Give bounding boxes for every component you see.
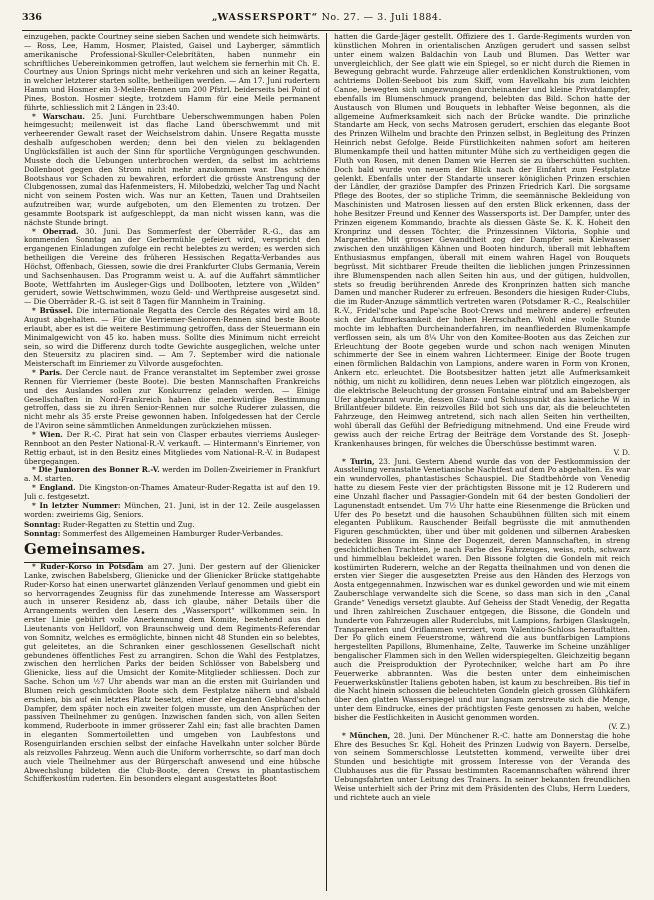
article-warschau: [24, 113, 320, 228]
dateline-potsdam: * Ruder-Korso in Potsdam: [32, 562, 144, 572]
article-potsdam-text: am 27. Juni. Der gestern auf der Glienicker Lanke, zwischen Babelsberg, Glienicke und der Glienicker Brücke stattgehabte Ruder-Korso hat einen unerwartet glänzenden Verlauf genommen und giebt ein so hervorragendes Zeugniss für das zunehmende Interesse am Wassersport auch in unserer Residenz ab, dass ich glaube, näher Details über die Arrangements werden den Lesern des „Wassersport“ willkommen sein. In erster Linie gebührt volle Anerkennung dem Komite, bestehend aus den Lieutenants von Helldorf, von Braunschweig und dem Regiments-Referendar von Somnitz, welches es ermöglichte, binnen nicht 48 Stunden ein so belebtes, gut geleitetes, an die Schranken einer geschlossenen Gesellschaft nicht gebundenes öffentliches Fest zu arrangiren. Schon die Wahl des Festplatzes, zwischen den herrlichen Parks der beiden Schlösser von Babelsberg und Glienicke, liess auf die Umsicht der Komite-Mitglieder schliessen. Doch zur Sache. Schon um ½7 Uhr abends war man an die ersten mit Guirlanden und Blumen reich geschmückten Boote sich dem Festplatze nähern und alsbald erschien, bis auf ein letztes Platz besetzt, einer der eleganten Gebhard'schen Dampfer, dem später noch ein zweiter folgen musste, um den Ansprüchen der passiven Theilnehmer zu genügen. Inzwischen fanden sich, von allen Seiten kommend, Ruderboote in immer grösserer Zahl ein; fast alle brachten Damen in eleganten Sommertoiletten und umgeben von Laubfestons und Rosenguirlanden erschien selbst der einfache Havelkahn unter solcher Bürde als reizvolles Fahrzeug. Wenn auch die Uniform vorherrschte, so darf man doch auch viele Theilnehmer aus der Bürgerschaft anwesend und eine hübsche Abwechslung bildeten die Club-Boote, deren Crews in phantastischem Schifferkostüm ruderten. Ein besonders elegant ausgestattetes Boot: [24, 562, 320, 784]
schedule-text: Ruder-Regatten zu Stettin und Zug.: [60, 520, 195, 530]
article-warschau-text: 25. Juni. Furchtbare Ueberschwemmungen haben Polen heimgesucht; meilenweit ist das flache Land überschwemmt und mit verheerender Gewalt raset der Weichselstrom dahin. Unsere Regatta musste deshalb aufgeschoben werden; denn bei den vielen zu beklagenden Unglücksfällen ist auch der Sinn für sportliche Vergnügungen geschwunden. Musste doch die Uebungen unterbrochen werden, da selbst im achtriems Dollenboot gegen den Strom nicht mehr anzukommen war. Das schöne Bootshaus vor Schaden zu bewahren, erfordert die grösste Anstrengung der Clubgenossen, zumal das Hafenmeisters, H. Miłobedzki, welcher Tag und Nacht nicht von seinem Posten wich. Was nur an Ketten, Tauen und Drahtseilen aufzutreiben war, wurde aufgeboten, um den Elementen zu trotzen. Der gesammte Bootspark ist aufgeschleppt, da man nicht wissen kann, was die nächste Stunde bringt.: [24, 111, 320, 227]
article-potsdam: [24, 563, 320, 784]
page-header: [22, 12, 632, 31]
issue-info: No. 27. — 3. Juli 1884.: [321, 12, 442, 23]
article-bonn: [24, 466, 320, 484]
article-muenchen-text: 28. Juni. Der Münchener R.-C. hatte am Donnerstag die hohe Ehre des Besuches Sr. Kgl. Hoheit des Prinzen Ludwig von Bayern. Derselbe, von seinem Sommerschlosse Leutstetten kommend, verweilte über drei Stunden und besichtigte mit grossem Interesse von der Veranda des Clubhauses aus die für Passau bestimmten Racemannschaften während ihrer Uebungsfahrten unter Leitung des Trainers. In seiner bekannten freundlichen Weise unterhielt sich der Prinz mit dem Präsidenten des Clubs, Herrn Lueders, und richtete auch an viele: [334, 730, 630, 802]
right-column: [334, 33, 630, 891]
schedule: [24, 521, 320, 539]
signature-turin: (V. Z.): [608, 721, 630, 731]
signature-potsdam: V. D.: [613, 447, 630, 457]
dateline-bonn: * Die Junioren des Bonner R.-V.: [32, 465, 160, 475]
article-correction: [24, 502, 320, 520]
dateline-wien: * Wien.: [32, 429, 63, 439]
article-oberrad-text: 30. Juni. Das Sommerfest der Oberräder R.-G., das am kommenden Sonntag an der Gerbermühle gefeiert wird, verspricht den ergangenen Einladungen zufolge ein recht belebtes zu werden; es werden sich betheiligen die Vereine des früheren Hessischen Regatta-Verbandes aus Höchst, Offenbach, Giessen, sowie die drei Frankfurter Clubs Germania, Verein und Sachsenhausen. Das Programm weist u. A. auf die Auffahrt sämmtlicher Boote, Wettfahrten im Ausleger-Gigs und Dollbooten, letztere von „Wilden“ gerudert, sowie Wettschwimmen, wozu Geld- und Werthpreise ausgesetzt sind. — Die Oberräder R.-G. ist seit 8 Tagen für Mannheim in Training.: [24, 226, 320, 307]
dateline-paris: * Paris.: [32, 368, 63, 378]
dateline-muenchen: * München,: [342, 730, 391, 740]
dateline-correction: * In letzter Nummer:: [32, 500, 121, 510]
schedule-text: Sommerfest des Allgemeinen Hamburger Ruder-Verbandes.: [60, 529, 284, 539]
article-courtney: einzugehen, packte Courtney seine sieben Sachen und wendete sich heimwärts. — Ross, Lee, Hamm, Hosmer, Plaisted, Gaisel und Layberger, sämmtlich amerikanische Professional-Skuller-Celebritäten, haben nunmehr ein schriftliches Uebereinkommen getroffen, laut welchem sie fernerhin mit Ch. E. Courtney aus Union Springs nicht mehr verkehren und sich an keiner Regatta, in welcher letzterer starten sollte, betheiligen werden. — Am 17. Juni rudertern Hamm und Hosmer ein 3-Meilen-Rennen um 200 Pfstrl. beiderseits bei Point of Pines, Boston. Hosmer siegte, trotzdem Hamm für eine Meile permanent führte, schliesslich mit 2 Längen in 23:40.: [24, 33, 320, 112]
section-heading: Gemeinsames.: [24, 540, 146, 559]
left-column: [24, 33, 320, 891]
article-bonn-text: werden im Dollen-Zweiriemer in Frankfurt a. M. starten.: [24, 465, 320, 484]
journal-name: „WASSERSPORT“: [212, 12, 319, 23]
dateline-turin: * Turin,: [342, 456, 375, 466]
article-turin-text: 23. Juni. Gestern Abend wurde das von der Festkommission der Ausstellung veranstalte Venetianische Nachtfest auf dem Po abgehalten. Es war ein wundervolles, phantastisches Schauspiel. Die Stadtbehörde von Venedig hatte zu diesem Feste vier der prächtigsten Bissone mit je 12 Ruderern und eine Unzahl flacher und Passagier-Gondeln mit 64 der besten Gondolieri der Lagunenstadt entsendet. Um 7½ Uhr hatte eine Riesenmenge die Brücken und Ufer des Po besetzt und die hausohen Schaubühnen füllten sich mit einem eleganten Publikum. Rauschender Beifall begrüsste die mit anmuthenden Figuren geschmückten, über und über mit goldenen und silbernen Arabesken bedeckten Bissone im Sinne der Dogenzeit, deren Mannschaften, in streng geschichtlichen Trachten, je nach Farbe des Fahrzeuges, weiss, roth, schwarz und himmelblau bekleidet waren. Den Bissone folgten die Gondeln mit reich kostümirten Ruderern, welche an der Regatta theilnahmen und von denen die ersten vier Sieger die ausgesetzten Preise aus den Händen des Herzogs von Aosta entgegennahmen. Inzwischen war es dunkel geworden und wie mit einem Zauberschlage verwandelte sich die Scene, so dass man sich in den „Canal Grande“ Venedigs versetzt glaubte. Auf Geheiss der Stadt Venedig, der Regatta und Ihren zahlreichen Zuschauer entgegen, die Bissone, die Gondeln und hunderte von Fahrzeugen aller Ruderclubs, mit Lampions, farbigen Glaskugeln, Transparenten und Oriflammen verziert, vom Valentino-Schloss herauftaltten. Der Po glich einem Feuerstrome, während die aus buntfarbigen Lampions hergestellten Papillons, Blumenhaine, Zelte, Tauwerke im Scheine unzähliger bengalischer Flammen sich in den Wellen widerspiegelten. Gleichzeitig begann auch die Preisproduktion der Pyrotechniker, welche hart am Po ihre Feuerwerke abbrannten. Was die besten unter dem einheimischen Feuerwerkskünstler Italiens geboten haben, ist kaum zu beschreiben. Bis tief in die Nacht hinein schossen die beleuchteten Gondeln gleich grossen Glühkäfern über den glatten Wasserspiegel und nur langsam zerstreute sich die Menge, unter dem Eindrucke, eines der prächtigsten Feste genossen zu haben, welche bisher die Festlichkeiten in Ausicht genommen worden.: [334, 456, 630, 722]
article-bruessel: [24, 307, 320, 369]
article-paris: [24, 369, 320, 431]
page-number: 336: [22, 12, 42, 23]
running-title: [52, 12, 602, 23]
article-potsdam-cont: hatten die Garde-Jäger gestellt. Offiziere des 1. Garde-Regiments wurden von künstlichen Mohren in orientalischen Anzügen gerudert und sassen selbst unter einem walzen Baldachin von Laub und Blumen. Das Wetter war unvergleichlich, der See glatt wie ein Spiegel, so er nicht durch die Riemen in Bewegung gebracht wurde. Fahrzeuge aller erdenklichen Konstruktionen, vom achtriems Dollen-Seeboot bis zum Skiff, vom Havelkahn bis zum leichten Canoe, bewegten sich ungezwungen durcheinander und kleine Privatdampfer, ebenfalls im Blumenschmuck prangend, belebten das Bild. Schon hatte der Austausch von Blumen und Bouquets in lebhafter Weise begonnen, als die allgemeine Aufmerksamkeit sich nach der Brücke wandte. Die prinzliche Standarte am Heck, von sechs Matrosen gerudert, erschien das elegante Boot des Prinzen Wilhelm und brachte den Prinzen selbst, in Begleitung des Prinzen Heinrich nebst Gefolge. Beide Fürstlichkeiten nahmen sofort am heiteren Blumenkampfe theil und hatten mitunter Mühe sich zu vertheidigen gegen die Fluth von Rosen, mit denen Damen wie Herren sie zu überschütten suchten. Doch bald wurde von neuem der Blick nach der Einfahrt zum Festplatze gelenkt. Ebenfalls unter der Standarte unserer königlichen Prinzen erschien der Ländler, der graziöse Dampfer des Prinzen Friedrich Karl. Die sorgsame Pflege des Bootes, der so stipliche Trimm, die seemännische Bekleidung von Maschinisten und Matrosen liessen auf den ersten Blick erkennen, dass der hohe Besitzer Freund und Kenner des Wassersports ist. Der Dampfer, unter des Prinzen eigenem Kommando, brachte als diessen Gäste Se. K. K. Hoheit den Kronprinz und dessen Töchter, die Prinzessinnen Viktoria, Sophie und Margarethe. Mit grosser Gewandtheit zog der Dampfer sein Kielwasser zwischen den unzähligen Kähnen und Booten hindurch, überall mit lebhaftem Enthusiasmus empfangen, überall mit einem wahren Hagel von Bouquets begrüsst. Mit sichtbarer Freude theilten die lieblichen jungen Prinzessinnen ihre Blumenspenden nach allen Seiten hin aus, und der gütigen, huldvollen, stets so freudig berührenden Anrede des Kronprinzen hatten sich manche Damen und mancher Ruderer zu erfreuen. Besonders die hiesigen Ruder-Clubs, die im Ruder-Anzuge sämmtlich vertreten waren (Potsdamer R.-C., Realschüler R.-V., Fridel'sche und Pape'sche Boot-Crews und mehrere andere) erfreuten sich der Aufmerksamkeit der hohen Herrschaften. Wohl eine volle Stunde mochte im lebhaften Durcheinanderfahren, im neanfliederden Blumenkampfe verflossen sein, als um 8¼ Uhr von den Komitee-Booten aus das Zeichen zur Erleuchtung der Boote gegeben wurde und schon nach wenigen Minuten schimmerte der See in einem wahren Lichtermeer. Einige der Boote trugen einen förmlichen Baldachin von Lampions, andere waren in Form von Kronen, Ankern etc. erleuchtet. Die Bootsbesitzer hatten jetzt alle Aufmerksamkeit nöthig, um nicht zu kollidiren, denn neues Leben war plötzlich eingezogen, als die elektrische Beleuchtung der grossen Fontaine eintraf und am Babelsberger Ufer abgebrannt wurde, dessen Glanz- und Schlusspunkt das kaiserliche W in Brillantfeuer bildete. Ein reizvolles Bild bot sich uns dar, als die beleuchteten Fahrzeuge, den Heimweg antretend, sich nach allen Seiten hin vertheilten, wohl überall das Gefühl der Befriedigung mitnehmend. Und eine Freude wird gewiss auch der reiche Ertrag der Beiträge dem Vorstande des St. Joseph-Krankenhauses bringen, für welches die Überschüsse bestimmt waren.: [334, 33, 630, 448]
article-england-text: Die Kingston-on-Thames Amateur-Ruder-Regatta ist auf den 19. Juli c. festgesetzt.: [24, 483, 320, 501]
dateline-england: * England.: [32, 483, 76, 493]
dateline-bruessel: * Brüssel.: [32, 306, 73, 316]
article-paris-text: Der Cercle naut. de France veranstaltet im September zwei grosse Rennen für Vierriemer (beste Boote). Die besten Mannschaften Frankreichs und des Auslandes sollen zur Konkurrenz geladen werden. — Einige Gesellschaften in Nord-Frankreich haben die merkwürdige Bestimmung getroffen, dass sie zu ihren Senior-Rennen nur solche Ruderer zulassen, die nicht mehr als 35 erste Preise gewonnen haben. Infolgedessen hat der Cercle de l'Aviron seine sämmtlichen Anmeldungen zurückziehen müssen.: [24, 368, 320, 431]
article-oberrad: [24, 228, 320, 308]
article-england: [24, 484, 320, 502]
column-divider: [326, 33, 327, 891]
article-turin: [334, 458, 630, 723]
dateline-oberrad: * Oberrad.: [32, 226, 79, 236]
schedule-item: [24, 530, 320, 539]
article-muenchen: [334, 732, 630, 803]
article-wien-text: Der R.-C. Pirat hat sein von Clasper erbautes vierriems Ausleger-Rennboot an den Pester National-R.-V. verkauft. — Hintermann's Einriemer, von Rettig erbaut, ist in den Besitz eines Mitgliedes vom National-R.-V. in Budapest übergegangen.: [24, 429, 320, 466]
schedule-day: Sonntag:: [24, 520, 61, 530]
article-correction-text: München, 21. Juni, ist in der 12. Zeile ausgelassen worden: zweiriems Gig, Seniors.: [24, 500, 320, 519]
article-bruessel-text: Die internationale Regatta des Cercle des Régates wird am 18. August abgehalten. — Für die Vierriemer-Senioren-Rennen sind beste Boote erlaubt, aber es ist die weitere Bestimmung getroffen, dass der Steuermann ein Minimalgewicht von 45 ko. haben muss. Sollte dies Minimum nicht erreicht sein, so wird die Differenz durch todte Gewichte ausgeglichen, welche unter den Steuersitz zu placiren sind. — Am 7. September wird die nationale Meisterschaft im Einriemer zu Vilvorde ausgefochten.: [24, 306, 320, 369]
schedule-day: Sonntag:: [24, 529, 61, 539]
article-wien: [24, 431, 320, 466]
dateline-warschau: * Warschau.: [32, 111, 85, 121]
